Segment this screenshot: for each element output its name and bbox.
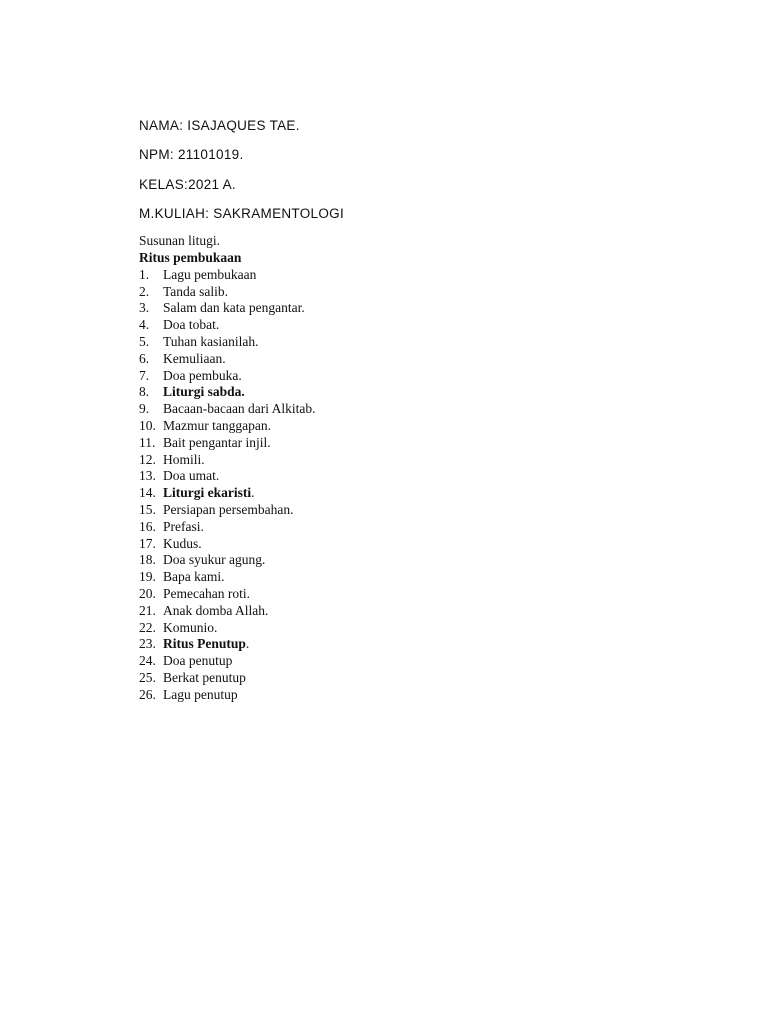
list-item-number: 3.	[139, 300, 150, 316]
list-item-number: 14.	[139, 485, 156, 501]
list-item-text: Kudus.	[163, 535, 202, 551]
list-item-number: 26.	[139, 686, 156, 702]
list-item-number: 20.	[139, 585, 156, 601]
list-item-text: Doa umat.	[163, 468, 220, 484]
list-item-text: Bacaan-bacaan dari Alkitab.	[163, 401, 316, 417]
list-item	[139, 502, 699, 519]
list-item	[139, 552, 699, 569]
list-item	[139, 452, 699, 469]
section-title: Ritus pembukaan	[139, 249, 242, 265]
list-item-number: 7.	[139, 367, 150, 383]
list-item	[139, 435, 699, 452]
list-item-suffix: .	[245, 636, 250, 652]
list-item-bold-text: Ritus Penutup	[163, 636, 246, 652]
list-item-number: 10.	[139, 417, 156, 433]
list-item-suffix: .	[251, 485, 255, 501]
list-item-number: 9.	[139, 401, 150, 417]
student-name: NAMA: ISAJAQUES TAE.	[139, 118, 300, 133]
list-item	[139, 620, 699, 637]
list-item-text: Bait pengantar injil.	[163, 434, 271, 450]
list-item-text: Doa pembuka.	[163, 367, 242, 383]
list-item-number: 24.	[139, 653, 156, 669]
list-item	[139, 519, 699, 536]
list-item-text: Salam dan kata pengantar.	[163, 300, 305, 316]
list-item	[139, 401, 699, 418]
list-item-number: 15.	[139, 501, 156, 517]
list-item-number: 2.	[139, 283, 150, 299]
list-item-text: Prefasi.	[163, 518, 204, 534]
list-item	[139, 267, 699, 284]
list-item-number: 23.	[139, 636, 156, 652]
intro-text: Susunan litugi.	[139, 233, 221, 249]
list-item-number: 1.	[139, 266, 150, 282]
list-item-text: Lagu penutup	[163, 686, 238, 702]
list-item	[139, 687, 699, 704]
list-item-text	[163, 485, 255, 502]
list-item-number: 4.	[139, 317, 150, 333]
list-item	[139, 384, 699, 401]
list-item-text: Tanda salib.	[163, 283, 229, 299]
class-info: KELAS:2021 A.	[139, 176, 236, 192]
list-item	[139, 670, 699, 687]
list-item-number: 22.	[139, 619, 156, 635]
document-content	[139, 116, 699, 704]
list-item-bold-text: Liturgi sabda.	[163, 384, 245, 400]
list-item-number: 25.	[139, 669, 156, 685]
list-item	[139, 603, 699, 620]
list-item-bold-text: Liturgi ekaristi	[163, 485, 252, 501]
list-item	[139, 334, 699, 351]
student-npm: NPM: 21101019.	[139, 147, 244, 163]
list-item-text: Doa syukur agung.	[163, 552, 266, 568]
list-item	[139, 653, 699, 670]
list-item-text: Lagu pembukaan	[163, 266, 257, 282]
list-item	[139, 368, 699, 385]
list-item	[139, 569, 699, 586]
list-item-text: Tuhan kasianilah.	[163, 333, 259, 349]
list-item-text: Komunio.	[163, 619, 218, 635]
list-item-number: 5.	[139, 333, 150, 349]
list-item-number: 17.	[139, 535, 156, 551]
list-item-number: 11.	[139, 434, 156, 450]
list-item	[139, 586, 699, 603]
liturgy-list	[139, 267, 699, 704]
list-item	[139, 468, 699, 485]
list-item	[139, 284, 699, 301]
list-item-text: Bapa kami.	[163, 569, 225, 585]
list-item-text: Kemuliaan.	[163, 350, 226, 366]
list-item-number: 16.	[139, 518, 156, 534]
list-item-text: Doa penutup	[163, 653, 233, 669]
list-item-number: 19.	[139, 569, 156, 585]
list-item	[139, 351, 699, 368]
list-item-text: Mazmur tanggapan.	[163, 417, 271, 433]
list-item-text: Doa tobat.	[163, 317, 220, 333]
list-item	[139, 536, 699, 553]
list-item	[139, 418, 699, 435]
list-item-number: 13.	[139, 468, 156, 484]
list-item-number: 21.	[139, 602, 156, 618]
list-item-text: Homili.	[163, 451, 205, 467]
list-item-text	[163, 384, 245, 401]
list-item	[139, 317, 699, 334]
list-item-number: 8.	[139, 384, 150, 400]
list-item	[139, 300, 699, 317]
course-name: M.KULIAH: SAKRAMENTOLOGI	[139, 205, 344, 221]
list-item	[139, 636, 699, 653]
list-item	[139, 485, 699, 502]
list-item-number: 12.	[139, 451, 156, 467]
list-item-text: Pemecahan roti.	[163, 585, 250, 601]
list-item-text: Persiapan persembahan.	[163, 501, 294, 517]
list-item-text: Anak domba Allah.	[163, 602, 269, 618]
list-item-text: Berkat penutup	[163, 669, 246, 685]
list-item-text	[163, 636, 249, 653]
list-item-number: 18.	[139, 552, 156, 568]
list-item-number: 6.	[139, 350, 150, 366]
